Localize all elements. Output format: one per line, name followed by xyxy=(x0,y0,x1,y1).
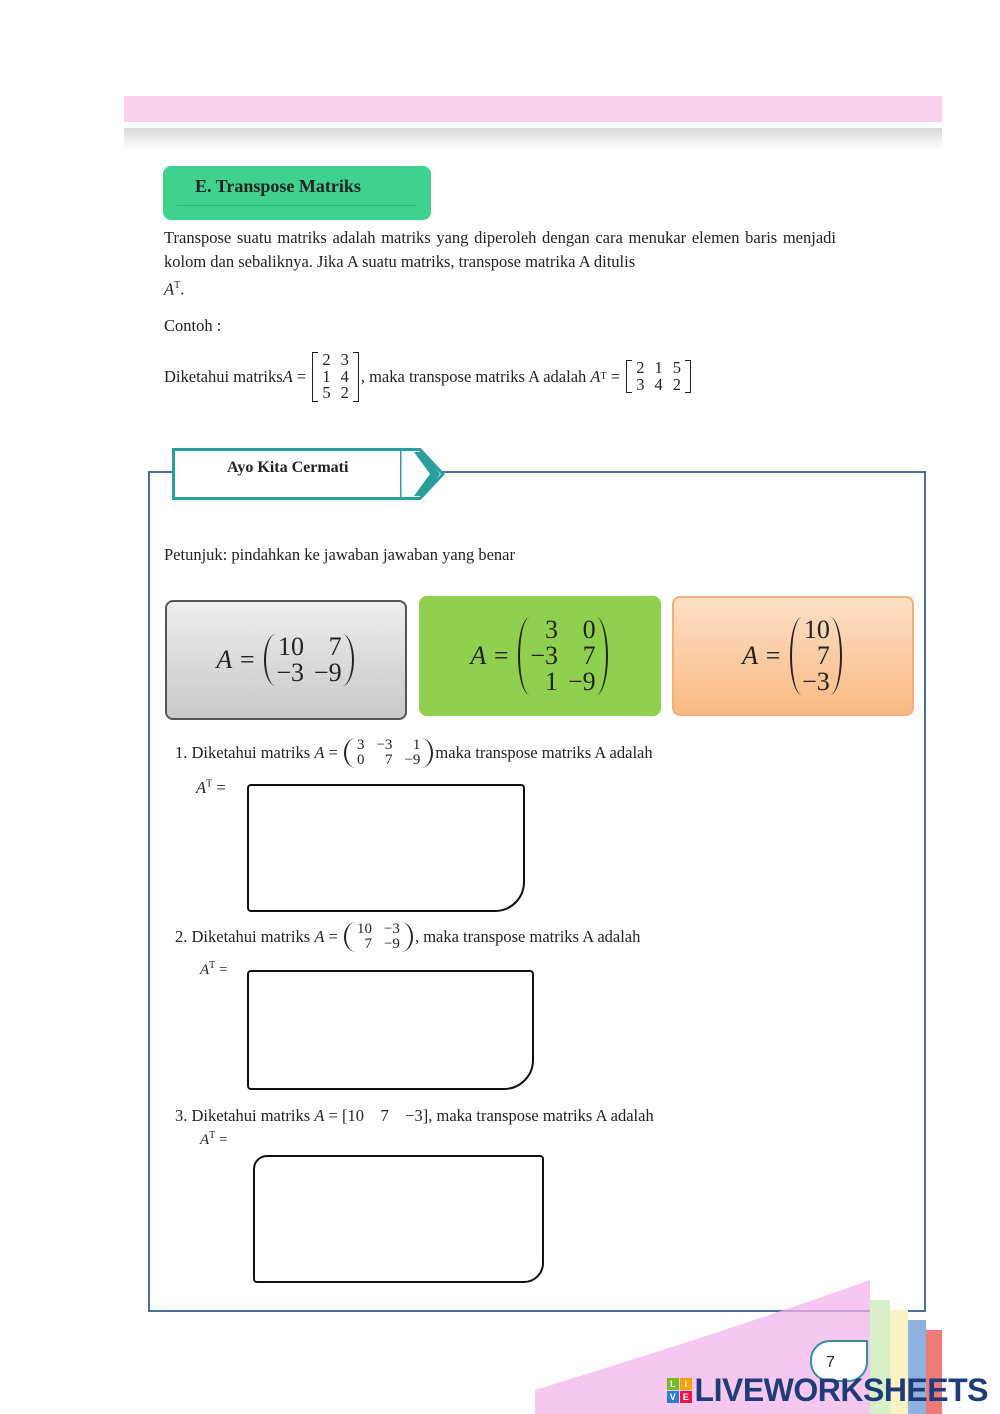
draggable-card-3[interactable] xyxy=(672,596,914,716)
notation: A xyxy=(164,279,175,299)
matrix-grid xyxy=(631,360,686,393)
question-matrix xyxy=(344,922,413,952)
matrix-cell: 1 xyxy=(544,667,558,696)
example-pre: Diketahui matriks xyxy=(164,366,283,386)
example-var2: A xyxy=(590,366,601,386)
matrix-cell: 1 xyxy=(654,358,663,378)
header-pink-band xyxy=(124,96,942,122)
logo-squares-icon: L I V E xyxy=(667,1378,692,1403)
matrix-cell: 7 xyxy=(384,752,393,768)
question-var: A xyxy=(314,1106,325,1125)
matrix-row xyxy=(797,617,835,643)
matrix-grid xyxy=(271,634,346,686)
matrix-row xyxy=(351,738,426,753)
question-post: , maka transpose matriks A adalah xyxy=(414,927,641,946)
card-matrix xyxy=(790,617,842,695)
matrix-cell: 10 xyxy=(356,921,372,937)
example-label: Contoh : xyxy=(164,316,222,335)
card-label: A = xyxy=(470,641,510,670)
matrix-cell: 3 xyxy=(356,737,365,753)
matrix-cell: 10 xyxy=(277,632,304,661)
answer-eq: = xyxy=(212,778,226,797)
matrix-row xyxy=(525,617,600,643)
example-var: A xyxy=(282,366,293,386)
matrix-cell: −3 xyxy=(530,641,558,670)
question-eq: = xyxy=(324,1106,342,1125)
card-label: A = xyxy=(216,645,256,674)
answer-drop-zone-1[interactable] xyxy=(247,784,525,912)
question-text: Diketahui matriks xyxy=(191,927,315,946)
question-row-matrix: [10 7 −3] xyxy=(341,1106,429,1125)
question-post: , maka transpose matriks A adalah xyxy=(428,1106,654,1125)
question-number: 1. xyxy=(175,743,188,762)
notation-end: . xyxy=(180,279,185,299)
matrix-row xyxy=(631,377,686,394)
question-number: 2. xyxy=(175,927,188,946)
matrix-cell: 4 xyxy=(654,374,663,394)
matrix-cell: 0 xyxy=(582,615,596,644)
page-number: 7 xyxy=(810,1340,868,1382)
card-matrix xyxy=(518,617,607,695)
matrix-cell: −3 xyxy=(376,737,393,753)
logo-text: LIVEWORKSHEETS xyxy=(694,1372,988,1408)
example-eq2: = xyxy=(606,366,625,386)
matrix-row xyxy=(351,922,406,937)
matrix-cell: 7 xyxy=(328,632,342,661)
instruction: Petunjuk: pindahkan ke jawaban jawaban yang benar xyxy=(164,545,515,564)
question-text: Diketahui matriks xyxy=(191,1106,315,1125)
matrix-cell: 3 xyxy=(636,374,645,394)
matrix-row xyxy=(525,669,600,695)
matrix-cell: 7 xyxy=(816,641,830,670)
draggable-card-1[interactable] xyxy=(165,600,407,720)
matrix-row xyxy=(797,669,835,695)
card-matrix xyxy=(264,634,353,686)
answer-eq: = xyxy=(215,962,228,978)
question-eq: = xyxy=(324,743,342,762)
matrix-cell: −9 xyxy=(567,667,596,696)
matrix-row xyxy=(271,660,346,686)
answer-label-3 xyxy=(200,1130,228,1149)
answer-label-1 xyxy=(196,778,226,798)
matrix-grid xyxy=(351,738,426,768)
question-post: maka transpose matriks A adalah xyxy=(435,743,653,762)
example-eq: = xyxy=(292,366,311,386)
matrix-cell: −9 xyxy=(313,658,342,687)
example-sup: T xyxy=(600,370,607,382)
matrix-row xyxy=(271,634,346,660)
question-eq: = xyxy=(324,927,342,946)
matrix-cell: 0 xyxy=(356,752,365,768)
activity-tab-label: Ayo Kita Cermati xyxy=(227,459,349,476)
question-text: Diketahui matriks xyxy=(191,743,315,762)
matrix-cell: 3 xyxy=(340,350,349,369)
answer-eq: = xyxy=(215,1132,228,1148)
question-3 xyxy=(175,1106,654,1126)
matrix-row xyxy=(351,753,426,768)
matrix-row xyxy=(797,643,835,669)
definition-text: Transpose suatu matriks adalah matriks yang diperoleh dengan cara menukar elemen baris menjadi kolom dan sebaliknya. Jika A suatu matriks, transpose matrika A ditulis xyxy=(164,228,836,271)
matrix-cell: −3 xyxy=(383,921,400,937)
matrix-cell: 4 xyxy=(340,366,349,386)
example-line xyxy=(164,352,693,402)
answer-sup: T xyxy=(206,778,213,790)
matrix-cell: −9 xyxy=(383,936,400,952)
notation-sup: T xyxy=(174,280,181,291)
matrix-grid xyxy=(351,922,406,952)
card-label: A = xyxy=(742,641,782,670)
matrix-cell: 5 xyxy=(322,383,331,402)
answer-var: A xyxy=(200,1132,210,1148)
matrix-cell: −3 xyxy=(802,667,830,696)
definition-paragraph xyxy=(164,226,836,302)
matrix-cell: 2 xyxy=(672,374,681,394)
answer-sup: T xyxy=(209,960,216,971)
matrix-grid xyxy=(317,352,354,402)
matrix-cell: 1 xyxy=(412,737,421,753)
matrix-row xyxy=(351,937,406,952)
matrix-cell: −3 xyxy=(276,658,304,687)
answer-drop-zone-2[interactable] xyxy=(247,970,534,1090)
header-gray-band xyxy=(124,128,942,150)
section-title xyxy=(163,166,431,220)
answer-var: A xyxy=(196,778,207,797)
tab-arrow-icon xyxy=(400,448,446,500)
answer-sup: T xyxy=(209,1130,216,1141)
section-title-text: E. Transpose Matriks xyxy=(195,176,361,196)
matrix-row xyxy=(525,643,600,669)
activity-tab xyxy=(172,448,412,500)
matrix-cell: 2 xyxy=(340,383,349,402)
answer-var: A xyxy=(200,962,210,978)
question-2 xyxy=(175,922,640,952)
matrix-grid xyxy=(525,617,600,695)
liveworksheets-logo xyxy=(667,1372,988,1409)
question-var: A xyxy=(314,743,325,762)
matrix-cell: 2 xyxy=(322,350,331,369)
question-matrix xyxy=(344,738,433,768)
question-1 xyxy=(175,738,653,768)
matrix-cell: −9 xyxy=(404,752,421,768)
matrix-cell: 7 xyxy=(582,641,596,670)
answer-label-2 xyxy=(200,960,228,979)
question-number: 3. xyxy=(175,1106,188,1125)
draggable-card-2[interactable] xyxy=(419,596,661,716)
matrix-cell: 5 xyxy=(672,358,681,378)
answer-drop-zone-3[interactable] xyxy=(253,1155,544,1283)
example-result-matrix xyxy=(626,360,691,393)
matrix-cell: 3 xyxy=(544,615,558,644)
example-mid: , maka transpose matriks A adalah xyxy=(360,366,591,386)
matrix-cell: 10 xyxy=(803,615,830,644)
matrix-grid xyxy=(797,617,835,695)
matrix-cell: 2 xyxy=(636,358,645,378)
matrix-cell: 1 xyxy=(322,366,331,386)
matrix-cell: 7 xyxy=(364,936,372,952)
question-var: A xyxy=(314,927,325,946)
example-matrix xyxy=(312,352,359,402)
matrix-row xyxy=(317,385,354,402)
